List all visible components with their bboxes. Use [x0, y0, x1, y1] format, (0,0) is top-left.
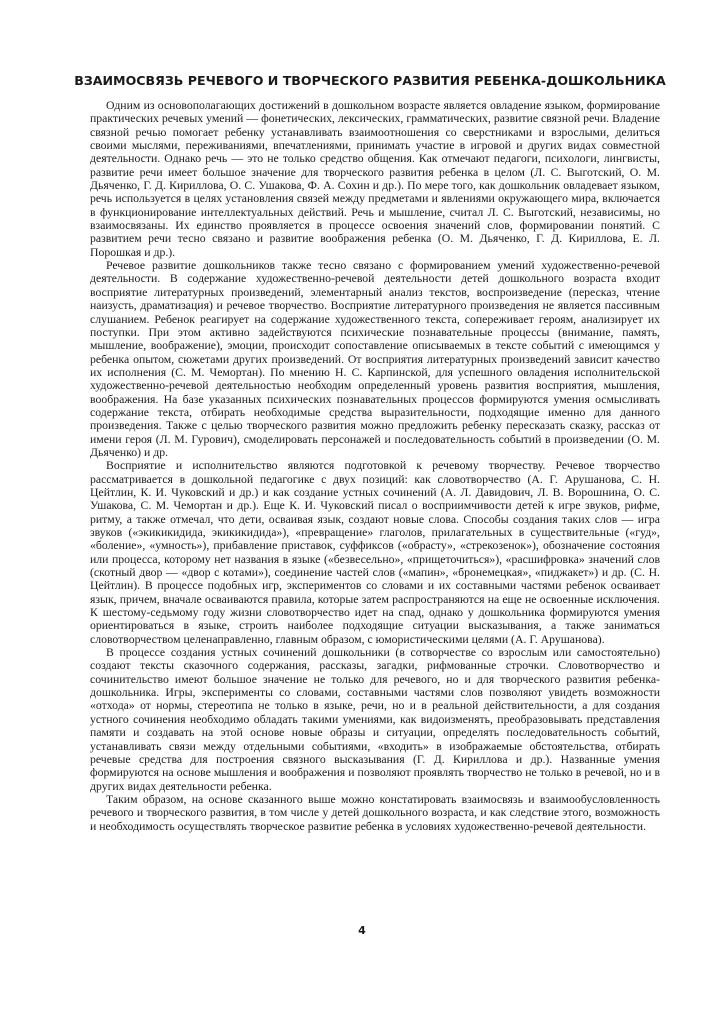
page-title: ВЗАИМОСВЯЗЬ РЕЧЕВОГО И ТВОРЧЕСКОГО РАЗВИТИЯ РЕБЕНКА-ДОШКОЛЬНИКА — [74, 73, 666, 88]
paragraph-2: Речевое развитие дошкольников также тесно связано с формированием умений художественно-речевой деятельности. В содержание художественно-речевой деятельности детей дошкольного возраста входит восприятие литературных произведений, элементарный анализ текстов, воспроизведение (пересказ, чтение наизусть, драматизация) и речевое творчество. Восприятие литературного произведения не является пассивным слушанием. Ребенок реагирует на содержание художественного текста, сопереживает героям, анализирует их поступки. При этом активно задействуются психические познавательные процессы (внимание, память, мышление, воображение), эмоции, происходит сопоставление описываемых в тексте событий с имеющимся у ребенка опытом, сюжетами других произведений. От восприятия литературных произведений зависит качество их исполнения (С. М. Чемортан). По мнению Н. С. Карпинской, для успешного овладения исполнительской художественно-речевой деятельностью необходим определенный уровень развития восприятия, мышления, воображения. На базе указанных психических познавательных процессов формируются умения осмысливать содержание текста, отбирать необходимые средства выразительности, подходящие именно для данного произведения. Также с целью творческого развития можно предложить ребенку пересказать сказку, рассказ от имени героя (Л. М. Гурович), смоделировать персонажей и последовательность событий в произведении (О. М. Дьяченко) и др. — [90, 259, 660, 459]
body-text — [90, 99, 660, 833]
paragraph-3: Восприятие и исполнительство являются подготовкой к речевому творчеству. Речевое творчество рассматривается в дошкольной педагогике с двух позиций: как словотворчество (А. Г. Арушанова, С. Н. Цейтлин, К. И. Чуковский и др.) и как создание устных сочинений (А. Л. Давидович, Л. В. Ворошнина, О. С. Ушакова, С. М. Чемортан и др.). Еще К. И. Чуковский писал о восприимчивости детей к игре звуков, рифме, ритму, а также отмечал, что дети, осваивая язык, создают новые слова. Способы создания таких слов — игра звуков («экикикидида, экикикидида»), «превращение» глаголов, прилагательных в существительные («гуд», «боление», «умность»), прибавление приставок, суффиксов («обрасту», «стрекозенок»), обозначение состояния или процесса, которому нет названия в языке («безвесельно», «прищеточиться»), «расшифровка» значений слов (скотный двор — «двор с котами»), соединение частей слов («мапин», «бронемецкая», «пиджакет») и др. (С. Н. Цейтлин). В процессе подобных игр, экспериментов со словами и их составными частями ребенок осваивает язык, причем, вначале осваиваются правила, которые затем распространяются на еще не освоенные исключения. К шестому-седьмому году жизни словотворчество идет на спад, однако у дошкольника формируются умения ориентироваться в языке, строить наиболее подходящие ситуации высказывания, а также заниматься словотворчеством целенаправленно, главным образом, с юмористическими целями (А. Г. Арушанова). — [90, 459, 660, 646]
page-number: 4 — [358, 924, 366, 937]
paragraph-1: Одним из основополагающих достижений в дошкольном возрасте является овладение языком, формирование практических речевых умений — фонетических, лексических, грамматических, развитие связной речи. Владение связной речью помогает ребенку устанавливать взаимоотношения со сверстниками и взрослыми, делиться своими мыслями, переживаниями, впечатлениями, принимать участие в игровой и других видах совместной деятельности. Однако речь — это не только средство общения. Как отмечают педагоги, психологи, лингвисты, развитие речи имеет большое значение для творческого развития ребенка в целом (Л. С. Выготский, О. М. Дьяченко, Г. Д. Кириллова, О. С. Ушакова, Ф. А. Сохин и др.). По мере того, как дошкольник овладевает языком, речь используется в целях установления связей между предметами и явлениями окружающего мира, включается в функционирование интеллектуальных действий. Речь и мышление, считал Л. С. Выготский, независимы, но взаимосвязаны. Их единство проявляется в процессе освоения значений слов, формировании понятий. С развитием речи тесно связано и развитие воображения ребенка (О. М. Дьяченко, Г. Д. Кириллова, Е. Л. Порошкая и др.). — [90, 99, 660, 259]
paragraph-5: Таким образом, на основе сказанного выше можно констатировать взаимосвязь и взаимообусловленность речевого и творческого развития, в том числе у детей дошкольного возраста, и как следствие этого, возможность и необходимость осуществлять творческое развитие ребенка в условиях художественно-речевой деятельности. — [90, 792, 660, 833]
paragraph-4: В процессе создания устных сочинений дошкольники (в сотворчестве со взрослым или самостоятельно) создают тексты сказочного содержания, рассказы, загадки, рифмованные строчки. Словотворчество и сочинительство имеют большое значение не только для речевого, но и для творческого развития ребенка-дошкольника. Игры, эксперименты со словами, составными частями слов позволяют увидеть возможности «отхода» от нормы, стереотипа не только в языке, речи, но и в реальной действительности, а для создания устного сочинения необходимо обладать такими умениями, как видоизменять, преобразовывать представления памяти и создавать на этой основе новые образы и ситуации, определять последовательность событий, устанавливать связи между отдельными событиями, «входить» в изображаемые обстоятельства, отбирать речевые средства для построения связного высказывания (Г. Д. Кириллова и др.). Названные умения формируются на основе мышления и воображения и позволяют проявлять творчество не только в речевой, но и в других видах деятельности ребенка. — [90, 646, 660, 793]
